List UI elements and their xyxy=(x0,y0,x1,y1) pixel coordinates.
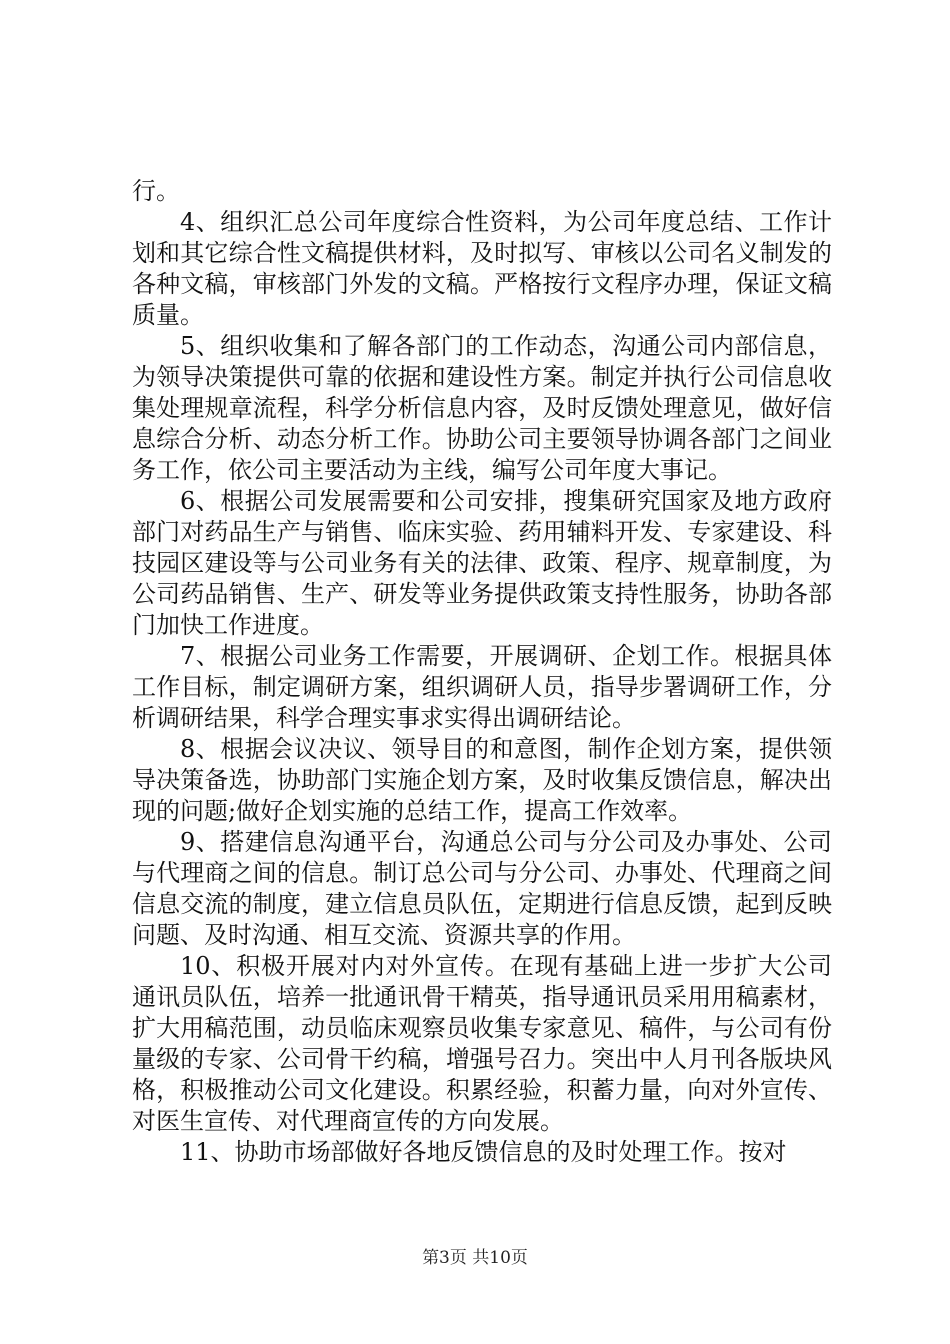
paragraph-item-4: 4、组织汇总公司年度综合性资料，为公司年度总结、工作计划和其它综合性文稿提供材料，及时拟写、审核以公司名义制发的各种文稿，审核部门外发的文稿。严格按行文程序办理，保证文稿质量。 xyxy=(132,208,832,329)
paragraph-item-5: 5、组织收集和了解各部门的工作动态，沟通公司内部信息，为领导决策提供可靠的依据和建设性方案。制定并执行公司信息收集处理规章流程，科学分析信息内容，及时反馈处理意见，做好信息综合分析、动态分析工作。协助公司主要领导协调各部门之间业务工作，依公司主要活动为主线，编写公司年度大事记。 xyxy=(132,332,832,484)
document-body xyxy=(132,176,832,1168)
paragraph-item-6: 6、根据公司发展需要和公司安排，搜集研究国家及地方政府部门对药品生产与销售、临床实验、药用辅料开发、专家建设、科技园区建设等与公司业务有关的法律、政策、程序、规章制度，为公司药品销售、生产、研发等业务提供政策支持性服务，协助各部门加快工作进度。 xyxy=(132,487,832,639)
page-number-footer: 第3页 共10页 xyxy=(422,1248,528,1268)
paragraph-item-8: 8、根据会议决议、领导目的和意图，制作企划方案，提供领导决策备选，协助部门实施企划方案，及时收集反馈信息，解决出现的问题;做好企划实施的总结工作，提高工作效率。 xyxy=(132,735,832,825)
paragraph-item-10: 10、积极开展对内对外宣传。在现有基础上进一步扩大公司通讯员队伍，培养一批通讯骨干精英，指导通讯员采用用稿素材，扩大用稿范围，动员临床观察员收集专家意见、稿件，与公司有份量级的专家、公司骨干约稿，增强号召力。突出中人月刊各版块风格，积极推动公司文化建设。积累经验，积蓄力量，向对外宣传、对医生宣传、对代理商宣传的方向发展。 xyxy=(132,952,832,1135)
paragraph-continuation: 行。 xyxy=(132,177,180,205)
paragraph-item-11: 11、协助市场部做好各地反馈信息的及时处理工作。按对 xyxy=(180,1138,787,1166)
paragraph-item-9: 9、搭建信息沟通平台，沟通总公司与分公司及办事处、公司与代理商之间的信息。制订总公司与分公司、办事处、代理商之间信息交流的制度，建立信息员队伍，定期进行信息反馈，起到反映问题、及时沟通、相互交流、资源共享的作用。 xyxy=(132,828,832,949)
paragraph-item-7: 7、根据公司业务工作需要，开展调研、企划工作。根据具体工作目标，制定调研方案，组织调研人员，指导步署调研工作，分析调研结果，科学合理实事求实得出调研结论。 xyxy=(132,642,832,732)
